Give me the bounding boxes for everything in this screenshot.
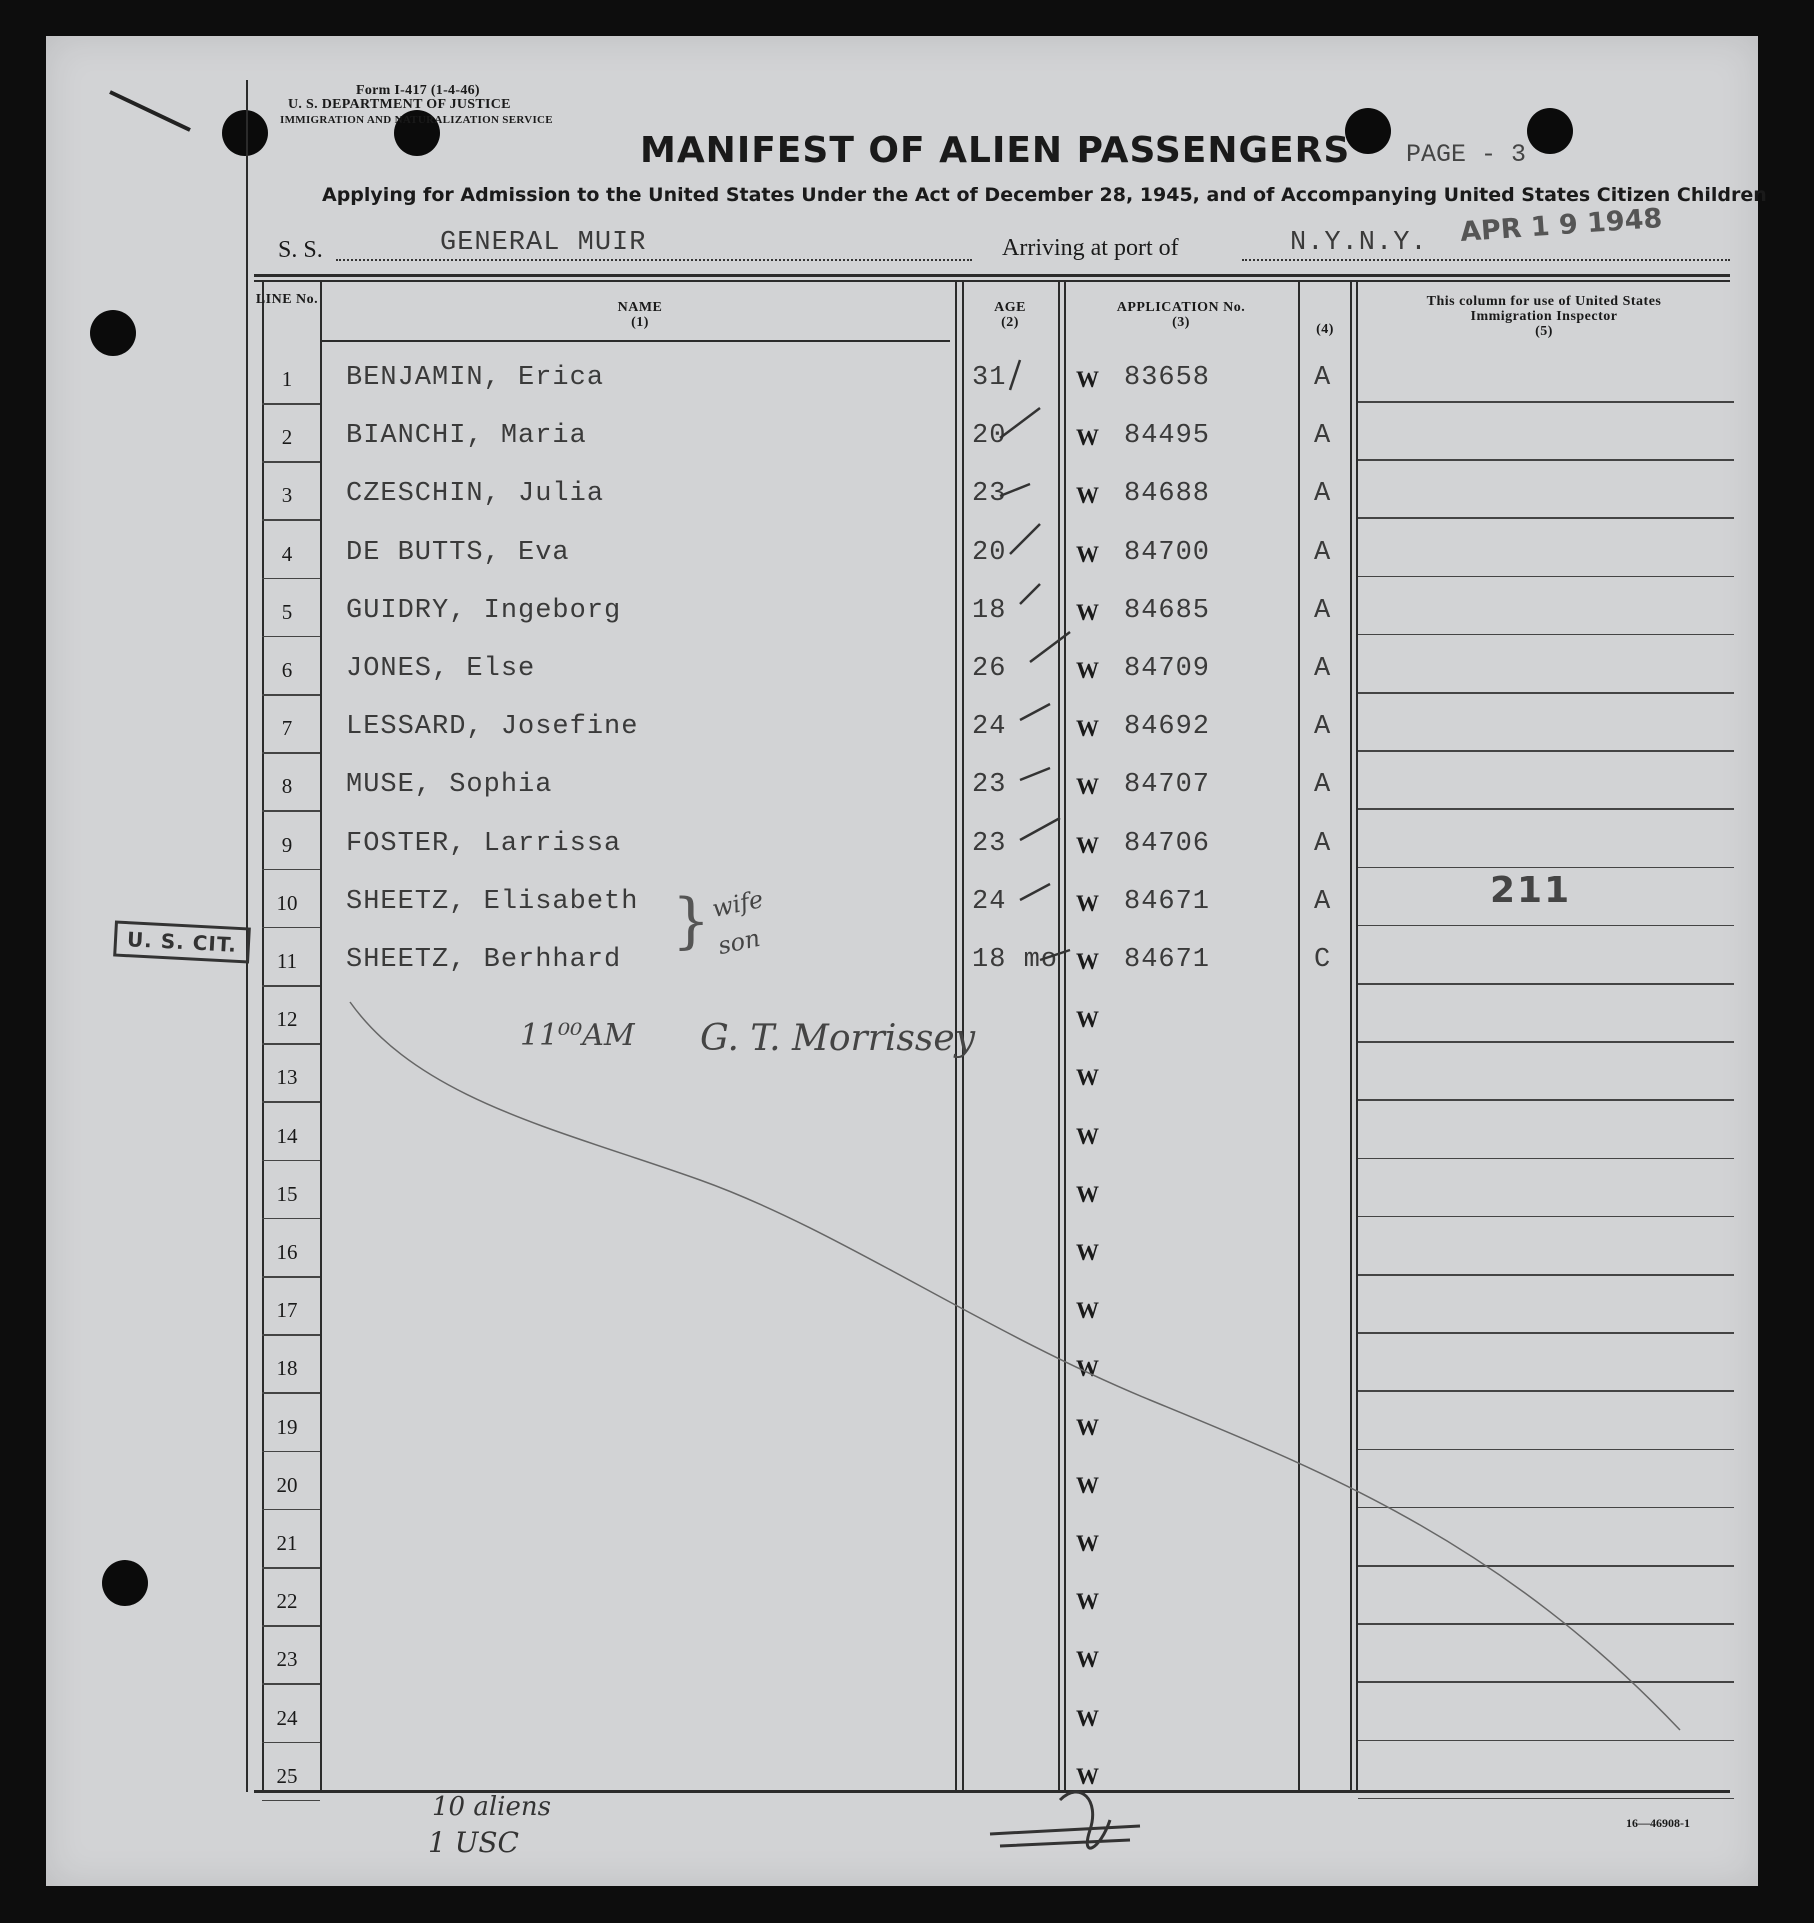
row-application-number: 84495 xyxy=(1124,421,1211,452)
form-number: Form I-417 (1-4-46) xyxy=(356,83,480,98)
row-rule-inspector-col xyxy=(1358,750,1734,752)
vertical-rule-col4 xyxy=(1298,282,1300,1792)
row-rule-line-col xyxy=(262,1800,320,1802)
row-class: A xyxy=(1314,654,1332,684)
punch-hole-left-2 xyxy=(102,1560,148,1606)
row-w-prefix: W xyxy=(1076,483,1099,509)
row-class: A xyxy=(1314,537,1332,568)
row-line-number: 6 xyxy=(281,658,293,682)
handwritten-wife: wife xyxy=(709,884,766,924)
row-w-prefix: W xyxy=(1076,949,1099,974)
row-line-number: 23 xyxy=(276,1647,298,1672)
row-rule-line-col xyxy=(262,1509,320,1511)
row-line-number: 7 xyxy=(281,716,293,741)
port-label: Arriving at port of xyxy=(1002,235,1179,261)
col-header-name xyxy=(330,300,950,330)
row-name: GUIDRY, Ingeborg xyxy=(346,595,622,626)
col-header-inspector-label: This column for use of United States Immigration Inspector xyxy=(1426,294,1662,324)
row-rule-line-col xyxy=(262,1683,320,1685)
header-bottom-border xyxy=(320,340,950,342)
row-rule-inspector-col xyxy=(1358,1623,1734,1625)
row-rule-line-col xyxy=(262,1276,320,1278)
row-rule-inspector-col xyxy=(1358,1681,1734,1683)
col-header-age-label: AGE xyxy=(994,300,1026,315)
row-rule-line-col xyxy=(262,578,320,580)
row-w-prefix: W xyxy=(1076,832,1099,858)
inspector-signature: G. T. Morrissey xyxy=(700,1018,976,1059)
row-application-number: 84709 xyxy=(1124,654,1211,684)
row-rule-inspector-col xyxy=(1358,1332,1734,1334)
row-w-prefix: W xyxy=(1076,716,1099,742)
row-rule-inspector-col xyxy=(1358,1216,1734,1218)
row-w-prefix: W xyxy=(1076,541,1099,567)
punch-hole-top-1 xyxy=(222,110,268,156)
row-age: 20 xyxy=(972,421,1007,452)
row-rule-inspector-col xyxy=(1358,1565,1734,1567)
vertical-rule-inspector xyxy=(1350,282,1352,1792)
row-application-number: 84688 xyxy=(1124,479,1211,510)
row-age: 24 xyxy=(972,886,1007,917)
row-w-prefix: W xyxy=(1076,1298,1099,1324)
row-rule-inspector-col xyxy=(1358,983,1734,985)
row-rule-line-col xyxy=(262,1625,320,1627)
row-rule-line-col xyxy=(262,810,320,812)
row-rule-line-col xyxy=(262,636,320,638)
row-rule-line-col xyxy=(262,694,320,696)
inspector-number: 211 xyxy=(1490,870,1572,911)
row-age: 18 xyxy=(972,595,1007,626)
punch-hole-top-4 xyxy=(1527,108,1573,154)
row-class: A xyxy=(1314,595,1332,626)
row-class: A xyxy=(1314,712,1332,743)
port-name: N.Y.N.Y. xyxy=(1290,228,1428,258)
row-class: A xyxy=(1314,421,1332,452)
row-line-number: 14 xyxy=(276,1123,298,1148)
row-w-prefix: W xyxy=(1076,1240,1099,1265)
row-class: A xyxy=(1314,363,1332,393)
row-line-number: 20 xyxy=(276,1472,298,1497)
row-rule-line-col xyxy=(262,752,320,754)
row-rule-line-col xyxy=(262,985,320,987)
row-name: SHEETZ, Berhhard xyxy=(346,945,622,975)
row-w-prefix: W xyxy=(1076,1647,1099,1673)
row-application-number: 84671 xyxy=(1124,886,1211,917)
row-line-number: 22 xyxy=(276,1589,298,1614)
row-w-prefix: W xyxy=(1076,1763,1099,1789)
row-name: SHEETZ, Elisabeth xyxy=(346,886,639,917)
row-w-prefix: W xyxy=(1076,658,1099,683)
row-rule-line-col xyxy=(262,1451,320,1453)
row-application-number: 84706 xyxy=(1124,828,1211,859)
row-line-number: 2 xyxy=(281,425,293,450)
row-rule-inspector-col xyxy=(1358,401,1734,403)
ship-underline xyxy=(336,259,972,261)
row-age: 23 xyxy=(972,479,1007,510)
row-age: 23 xyxy=(972,828,1007,859)
col-header-inspector xyxy=(1362,294,1726,339)
row-rule-inspector-col xyxy=(1358,1390,1734,1392)
row-line-number: 9 xyxy=(281,832,293,857)
row-rule-line-col xyxy=(262,1101,320,1103)
row-rule-inspector-col xyxy=(1358,1740,1734,1742)
row-rule-inspector-col xyxy=(1358,1274,1734,1276)
row-class: A xyxy=(1314,886,1332,917)
row-rule-line-col xyxy=(262,1567,320,1569)
us-citizen-stamp: U. S. CIT. xyxy=(113,920,251,963)
row-line-number: 8 xyxy=(281,774,293,799)
row-line-number: 13 xyxy=(276,1065,298,1090)
col-header-application-label: APPLICATION No. xyxy=(1116,300,1246,315)
handwritten-tally-aliens: 10 aliens xyxy=(432,1792,551,1822)
punch-hole-left-1 xyxy=(90,310,136,356)
row-name: BENJAMIN, Erica xyxy=(346,363,605,393)
row-name: JONES, Else xyxy=(346,654,536,684)
row-rule-inspector-col xyxy=(1358,692,1734,694)
vertical-rule-name xyxy=(320,282,322,1792)
col-header-line: LINE No. xyxy=(255,292,319,307)
row-w-prefix: W xyxy=(1076,367,1099,392)
row-line-number: 15 xyxy=(276,1181,298,1206)
row-rule-inspector-col xyxy=(1358,517,1734,519)
row-line-number: 5 xyxy=(281,599,293,624)
row-age: 20 xyxy=(972,537,1007,568)
row-rule-inspector-col xyxy=(1358,634,1734,636)
table-top-border xyxy=(254,274,1730,277)
row-w-prefix: W xyxy=(1076,1414,1099,1440)
col-header-age-num: (2) xyxy=(1001,315,1019,330)
row-application-number: 83658 xyxy=(1124,363,1211,393)
row-line-number: 4 xyxy=(281,541,293,566)
col-header-age xyxy=(964,300,1056,330)
ship-name: GENERAL MUIR xyxy=(440,228,647,258)
row-w-prefix: W xyxy=(1076,599,1099,625)
row-rule-line-col xyxy=(262,1334,320,1336)
row-class: A xyxy=(1314,479,1332,510)
col-header-inspector-num: (5) xyxy=(1535,324,1553,339)
row-rule-line-col xyxy=(262,1218,320,1220)
col-header-name-label: NAME xyxy=(617,300,663,315)
row-w-prefix: W xyxy=(1076,1181,1099,1207)
row-rule-inspector-col xyxy=(1358,459,1734,461)
row-rule-inspector-col xyxy=(1358,867,1734,869)
row-line-number: 19 xyxy=(276,1414,298,1439)
row-rule-inspector-col xyxy=(1358,1449,1734,1451)
row-age: 23 xyxy=(972,770,1007,801)
page-number: PAGE - 3 xyxy=(1406,140,1527,169)
row-rule-inspector-col xyxy=(1358,925,1734,927)
col-header-col4: (4) xyxy=(1316,322,1334,337)
row-application-number: 84685 xyxy=(1124,595,1211,626)
row-age: 31 xyxy=(972,363,1007,393)
row-rule-inspector-col xyxy=(1358,808,1734,810)
row-w-prefix: W xyxy=(1076,1472,1099,1498)
row-line-number: 11 xyxy=(276,949,298,973)
row-w-prefix: W xyxy=(1076,1531,1099,1556)
row-rule-inspector-col xyxy=(1358,1041,1734,1043)
row-rule-line-col xyxy=(262,1742,320,1744)
row-application-number: 84707 xyxy=(1124,770,1211,801)
row-line-number: 18 xyxy=(276,1356,298,1381)
page-subtitle: Applying for Admission to the United States Under the Act of December 28, 1945, and of Accompanying United States Citizen Children xyxy=(322,184,1767,206)
row-w-prefix: W xyxy=(1076,1589,1099,1615)
row-rule-inspector-col xyxy=(1358,1798,1734,1800)
row-age: 26 xyxy=(972,654,1007,684)
handwritten-son: son xyxy=(715,923,763,961)
vertical-rule-app-2 xyxy=(1064,282,1066,1792)
row-w-prefix: W xyxy=(1076,1705,1099,1731)
row-w-prefix: W xyxy=(1076,1065,1099,1091)
vertical-rule-app xyxy=(1058,282,1060,1792)
ship-label: S. S. xyxy=(278,237,323,263)
col-header-application-num: (3) xyxy=(1172,315,1190,330)
row-line-number: 3 xyxy=(281,483,293,508)
row-class: A xyxy=(1314,770,1332,801)
row-w-prefix: W xyxy=(1076,1007,1099,1033)
table-top-border-2 xyxy=(254,280,1730,282)
page-title: MANIFEST OF ALIEN PASSENGERS xyxy=(640,130,1351,171)
row-name: FOSTER, Larrissa xyxy=(346,828,622,859)
row-name: LESSARD, Josefine xyxy=(346,712,639,743)
row-w-prefix: W xyxy=(1076,1356,1099,1382)
row-application-number: 84671 xyxy=(1124,945,1211,975)
row-name: DE BUTTS, Eva xyxy=(346,537,570,568)
row-age: 18 mo xyxy=(972,945,1059,975)
row-class: A xyxy=(1314,828,1332,859)
row-application-number: 84692 xyxy=(1124,712,1211,743)
form-code: 16—46908-1 xyxy=(1626,1816,1690,1830)
col-header-name-num: (1) xyxy=(631,315,649,330)
vertical-rule-line xyxy=(262,282,264,1792)
row-rule-inspector-col xyxy=(1358,1099,1734,1101)
row-line-number: 16 xyxy=(276,1240,298,1264)
row-application-number: 84700 xyxy=(1124,537,1211,568)
punch-hole-top-3 xyxy=(1345,108,1391,154)
handwritten-tally-usc: 1 USC xyxy=(428,1826,519,1859)
row-w-prefix: W xyxy=(1076,890,1099,916)
row-line-number: 17 xyxy=(276,1298,298,1323)
row-line-number: 21 xyxy=(276,1531,298,1555)
row-rule-line-col xyxy=(262,403,320,405)
row-name: MUSE, Sophia xyxy=(346,770,553,801)
handwritten-time: 11⁰⁰AM xyxy=(520,1018,635,1053)
row-rule-line-col xyxy=(262,1043,320,1045)
row-line-number: 24 xyxy=(276,1705,298,1730)
department-name: U. S. DEPARTMENT OF JUSTICE xyxy=(288,97,511,112)
row-line-number: 1 xyxy=(281,367,293,391)
row-name: CZESCHIN, Julia xyxy=(346,479,605,510)
row-rule-line-col xyxy=(262,927,320,929)
row-w-prefix: W xyxy=(1076,1123,1099,1149)
row-age: 24 xyxy=(972,712,1007,743)
row-name: BIANCHI, Maria xyxy=(346,421,587,452)
row-rule-line-col xyxy=(262,519,320,521)
row-w-prefix: W xyxy=(1076,774,1099,800)
row-line-number: 25 xyxy=(276,1763,298,1788)
row-line-number: 10 xyxy=(276,890,298,915)
port-underline xyxy=(1242,259,1730,261)
row-rule-line-col xyxy=(262,1160,320,1162)
row-rule-line-col xyxy=(262,1392,320,1394)
bracket-mark: } xyxy=(672,886,711,956)
row-w-prefix: W xyxy=(1076,425,1099,451)
row-line-number: 12 xyxy=(276,1007,298,1032)
service-name: IMMIGRATION AND NATURALIZATION SERVICE xyxy=(280,114,553,126)
row-rule-inspector-col xyxy=(1358,1158,1734,1160)
row-rule-inspector-col xyxy=(1358,1507,1734,1509)
row-rule-line-col xyxy=(262,461,320,463)
date-stamp: APR 1 9 1948 xyxy=(1459,202,1664,249)
col-header-application xyxy=(1066,300,1296,330)
row-class: C xyxy=(1314,945,1332,975)
row-rule-line-col xyxy=(262,869,320,871)
row-rule-inspector-col xyxy=(1358,576,1734,578)
